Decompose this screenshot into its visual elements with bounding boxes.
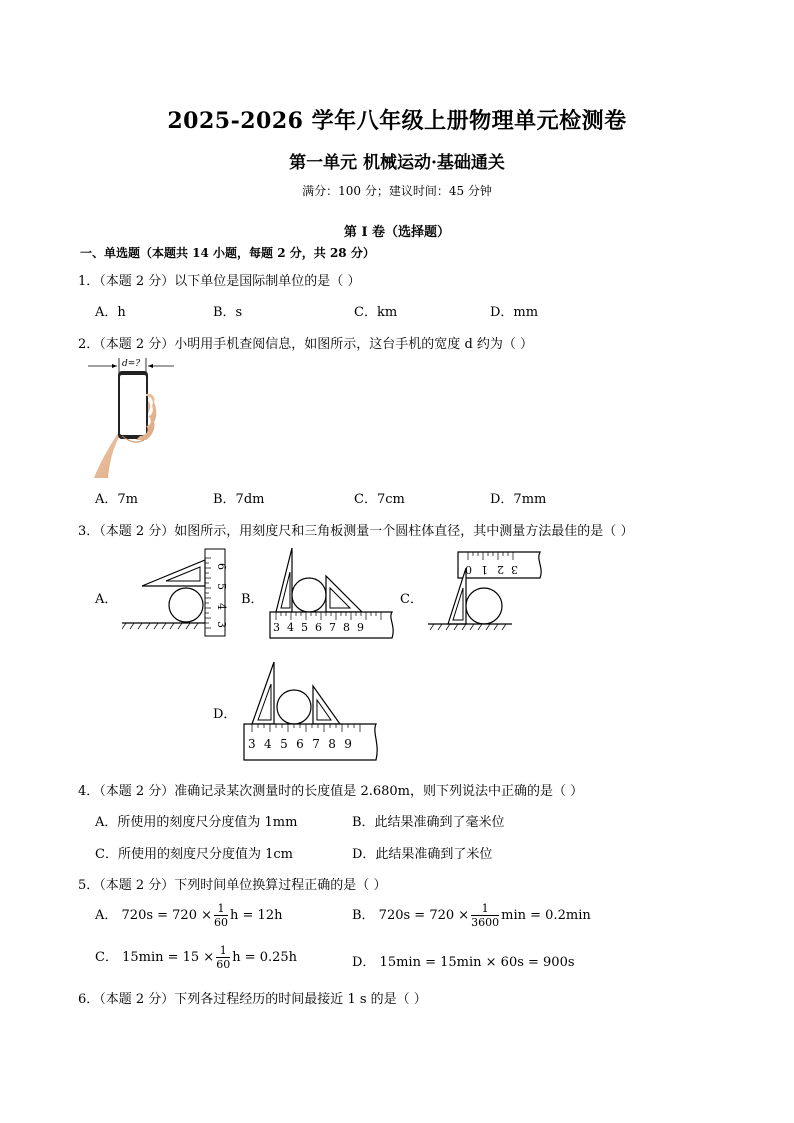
question-5-stem: 5．（本题 2 分）下列时间单位换算过程正确的是（ ）: [78, 878, 387, 893]
scale-a-3: 3: [215, 621, 228, 628]
scale-b-6: 6: [315, 621, 329, 634]
phone-figure: [86, 356, 178, 478]
q4-option-d[interactable]: D．此结果准确到了米位: [352, 847, 493, 862]
q3-option-c-label[interactable]: C．: [400, 592, 423, 607]
question-1-stem: 1．（本题 2 分）以下单位是国际制单位的是（ ）: [78, 274, 361, 289]
q5-a-fraction: [214, 902, 228, 929]
page-subtitle: 第一单元 机械运动·基础通关: [289, 153, 505, 173]
phone-width-label: d=?: [122, 359, 141, 369]
scale-c-0: 0: [465, 563, 472, 576]
q5-b-suffix: min = 0.2min: [501, 908, 591, 923]
scale-d-4: 4: [264, 737, 281, 751]
scale-d-numbers: [248, 737, 360, 751]
q2-option-a[interactable]: A．7m: [95, 492, 138, 507]
q5-option-c[interactable]: [95, 944, 297, 971]
page-title: 2025-2026 学年八年级上册物理单元检测卷: [167, 108, 627, 134]
question-6-stem: 6．（本题 2 分）下列各过程经历的时间最接近 1 s 的是（ ）: [78, 992, 427, 1007]
q5-a-numerator: 1: [214, 902, 228, 916]
scale-c-3: 3: [511, 563, 518, 576]
q1-option-b[interactable]: B．s: [213, 305, 243, 320]
q5-c-prefix: C． 15min = 15 ×: [95, 950, 215, 965]
question-2-stem: 2．（本题 2 分）小明用手机查阅信息，如图所示，这台手机的宽度 d 约为（ ）: [78, 337, 534, 352]
scale-b-5: 5: [301, 621, 315, 634]
scale-c-2: 2: [497, 563, 504, 576]
section-heading: 一、单选题（本题共 14 小题，每题 2 分，共 28 分）: [80, 246, 375, 260]
q2-option-b[interactable]: B．7dm: [213, 492, 265, 507]
scale-c-1: 1: [481, 563, 488, 576]
q5-b-denominator: 3600: [471, 916, 500, 929]
q3-option-b-label[interactable]: B．: [241, 592, 264, 607]
q5-b-fraction: [471, 902, 499, 929]
q4-option-b[interactable]: B．此结果准确到了毫米位: [352, 815, 505, 830]
q4-option-a[interactable]: A．所使用的刻度尺分度值为 1mm: [95, 815, 298, 830]
question-3-stem: 3．（本题 2 分）如图所示，用刻度尺和三角板测量一个圆柱体直径，其中测量方法最佳的是（ ）: [78, 524, 634, 539]
scale-b-8: 8: [343, 621, 357, 634]
scale-a-4: 4: [215, 603, 228, 610]
q4-option-c[interactable]: C．所使用的刻度尺分度值为 1cm: [95, 847, 293, 862]
scale-d-3: 3: [248, 737, 265, 751]
scale-d-6: 6: [296, 737, 313, 751]
scale-d-9: 9: [344, 737, 361, 751]
q5-option-d[interactable]: D． 15min = 15min × 60s = 900s: [352, 955, 575, 970]
q2-option-d[interactable]: D．7mm: [490, 492, 547, 507]
q5-b-prefix: B． 720s = 720 ×: [352, 908, 470, 923]
exam-meta: 满分：100 分；建议时间：45 分钟: [302, 184, 492, 198]
q5-option-b[interactable]: [352, 902, 591, 929]
q5-c-numerator: 1: [216, 944, 230, 958]
q3-option-d-label[interactable]: D．: [213, 707, 237, 722]
section-title: 第 I 卷（选择题）: [343, 225, 451, 240]
q5-c-suffix: h = 0.25h: [232, 950, 298, 965]
scale-d-5: 5: [280, 737, 297, 751]
q5-a-denominator: 60: [214, 916, 229, 929]
q5-c-fraction: [216, 944, 230, 971]
scale-b-4: 4: [287, 621, 301, 634]
question-4-stem: 4．（本题 2 分）准确记录某次测量时的长度值是 2.680m，则下列说法中正确的是（ ）: [78, 784, 584, 799]
scale-d-7: 7: [312, 737, 329, 751]
scale-b-9: 9: [357, 621, 371, 634]
q5-a-suffix: h = 12h: [230, 908, 283, 923]
q5-a-prefix: A． 720s = 720 ×: [95, 908, 213, 923]
q5-b-numerator: 1: [471, 902, 499, 916]
q1-option-c[interactable]: C．km: [354, 305, 398, 320]
scale-a-5: 5: [215, 583, 228, 590]
scale-b-numbers: [273, 621, 371, 634]
scale-d-8: 8: [328, 737, 345, 751]
q2-option-c[interactable]: C．7cm: [354, 492, 405, 507]
q1-option-a[interactable]: A．h: [95, 305, 126, 320]
scale-b-7: 7: [329, 621, 343, 634]
q1-option-d[interactable]: D．mm: [490, 305, 539, 320]
q3-figure-c: [428, 550, 548, 634]
q5-option-a[interactable]: [95, 902, 282, 929]
scale-b-3: 3: [273, 621, 287, 634]
q3-option-a-label[interactable]: A．: [95, 592, 118, 607]
q5-c-denominator: 60: [216, 958, 231, 971]
scale-a-6: 6: [215, 563, 228, 570]
